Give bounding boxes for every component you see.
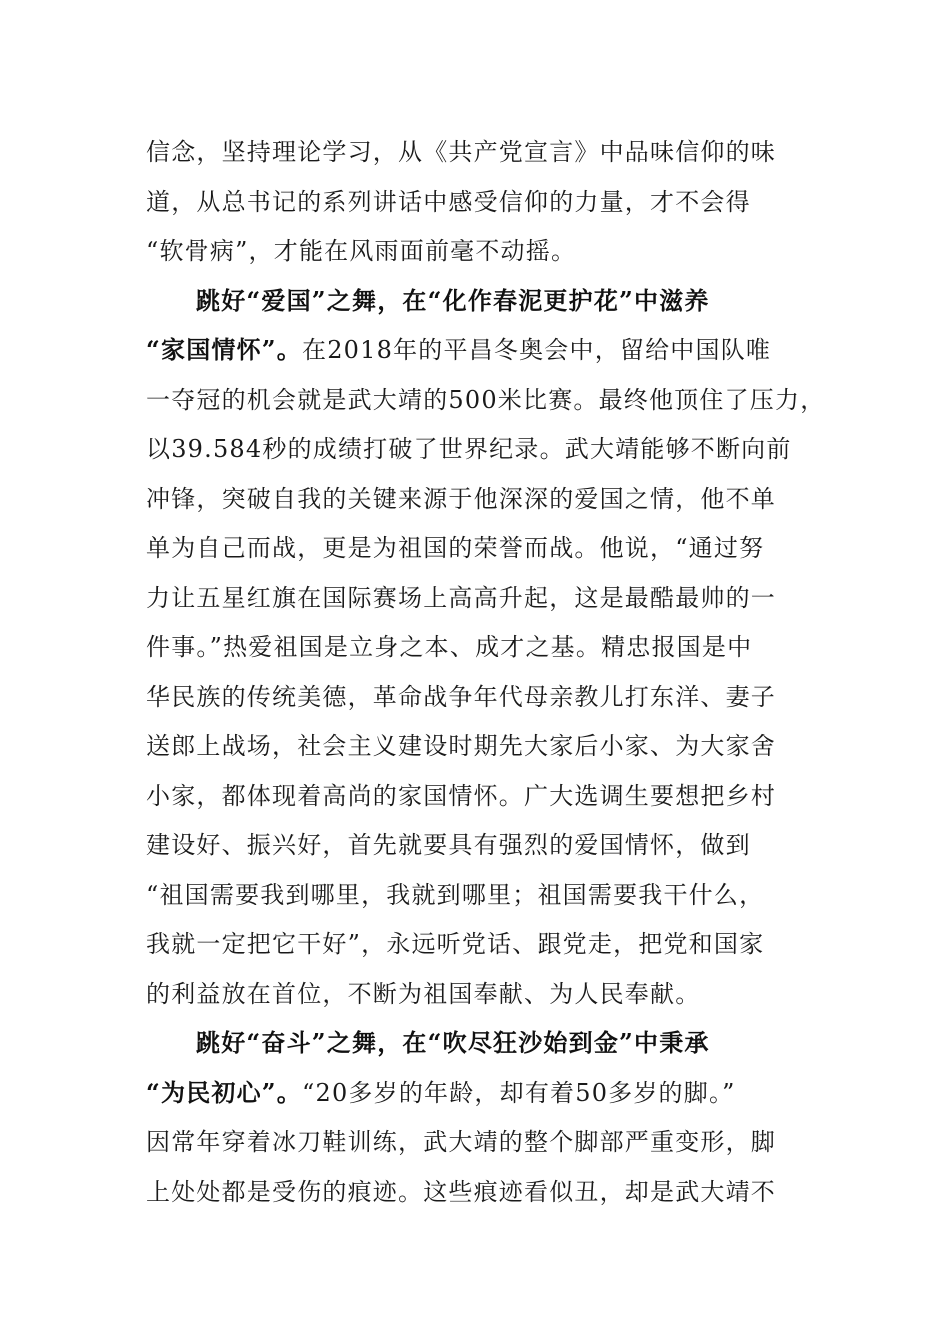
section-heading-struggle-end: “为民初心”。	[146, 1077, 303, 1107]
text-line: 华民族的传统美德，革命战争年代母亲教儿打东洋、妻子	[146, 682, 776, 711]
text-line	[146, 1073, 826, 1123]
text-line: 件事。”热爱祖国是立身之本、成才之基。精忠报国是中	[146, 633, 753, 661]
section-heading-struggle: 跳好“奋斗”之舞，在“吹尽狂沙始到金”中秉承	[196, 1028, 710, 1057]
body-text	[146, 132, 826, 1221]
text-line: “祖国需要我到哪里，我就到哪里；祖国需要我干什么，	[146, 880, 765, 909]
text-line: 力让五星红旗在国际赛场上高高升起，这是最酷最帅的一	[146, 583, 776, 612]
text-line: 送郎上战场，社会主义建设时期先大家后小家、为大家舍	[146, 732, 776, 760]
text-line	[146, 330, 826, 380]
text-line: 因常年穿着冰刀鞋训练，武大靖的整个脚部严重变形，脚	[146, 1128, 776, 1156]
section-heading-patriotism-end: “家国情怀”。	[146, 335, 303, 364]
text-line-rest: 在2018年的平昌冬奥会中，留给中国队唯	[302, 336, 772, 364]
text-line: 上处处都是受伤的痕迹。这些痕迹看似丑，却是武大靖不	[146, 1177, 776, 1206]
text-line: 我就一定把它干好”，永远听党话、跟党走，把党和国家	[146, 930, 765, 958]
text-line: 冲锋，突破自我的关键来源于他深深的爱国之情，他不单	[146, 484, 776, 513]
text-line: 一夺冠的机会就是武大靖的500米比赛。最终他顶住了压力，	[146, 385, 826, 414]
text-line: 建设好、振兴好，首先就要具有强烈的爱国情怀，做到	[146, 831, 751, 859]
text-line: 单为自己而战，更是为祖国的荣誉而战。他说，“通过努	[146, 534, 765, 562]
text-line: “软骨病”，才能在风雨面前毫不动摇。	[146, 237, 577, 265]
text-line: 小家，都体现着高尚的家国情怀。广大选调生要想把乡村	[146, 781, 776, 810]
text-line: 的利益放在首位，不断为祖国奉献、为人民奉献。	[146, 979, 701, 1008]
section-heading-patriotism: 跳好“爱国”之舞，在“化作春泥更护花”中滋养	[196, 285, 710, 315]
text-line: 以39.584秒的成绩打破了世界纪录。武大靖能够不断向前	[146, 435, 792, 463]
text-line: 信念，坚持理论学习，从《共产党宣言》中品味信仰的味	[146, 138, 776, 166]
text-line-rest: “20多岁的年龄，却有着50多岁的脚。”	[302, 1078, 736, 1107]
text-line: 道，从总书记的系列讲话中感受信仰的力量，才不会得	[146, 187, 751, 216]
